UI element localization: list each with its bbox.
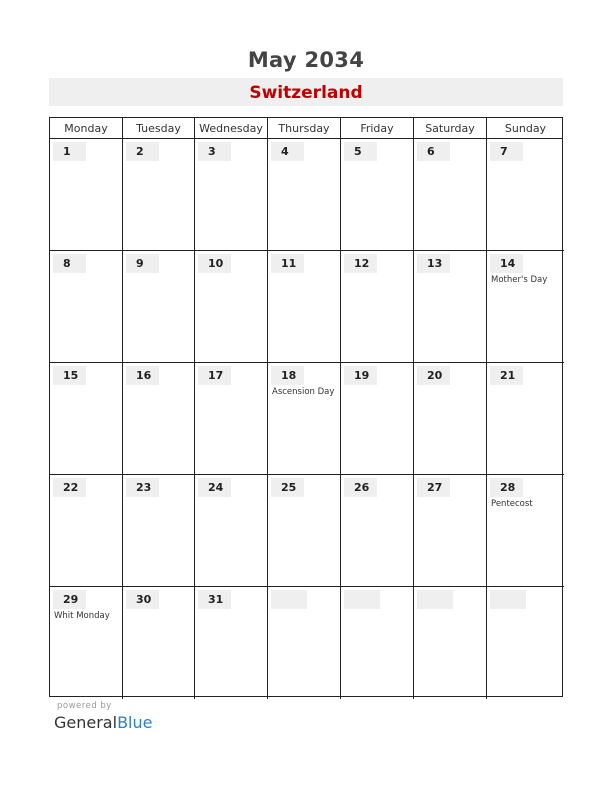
day-cell-28[interactable] — [487, 475, 564, 587]
day-cell-3[interactable] — [195, 139, 268, 251]
day-number — [490, 590, 526, 609]
day-cell-9[interactable] — [123, 251, 195, 363]
day-number: 26 — [344, 478, 377, 497]
holiday-label: Whit Monday — [54, 611, 110, 621]
day-number: 15 — [53, 366, 86, 385]
day-number: 3 — [198, 142, 231, 161]
day-number: 9 — [126, 254, 159, 273]
day-number: 23 — [126, 478, 159, 497]
day-cell-12[interactable] — [341, 251, 414, 363]
day-cell-7[interactable] — [487, 139, 564, 251]
day-number: 31 — [198, 590, 231, 609]
day-number: 13 — [417, 254, 450, 273]
day-number: 28 — [490, 478, 523, 497]
weekday-tuesday: Tuesday — [123, 118, 195, 138]
day-number: 25 — [271, 478, 304, 497]
day-cell-21[interactable] — [487, 363, 564, 475]
day-number: 19 — [344, 366, 377, 385]
day-number: 18 — [271, 366, 304, 385]
day-cell-8[interactable] — [50, 251, 123, 363]
day-cell-6[interactable] — [414, 139, 487, 251]
day-number: 30 — [126, 590, 159, 609]
day-number: 1 — [53, 142, 86, 161]
day-cell-empty[interactable] — [268, 587, 341, 699]
day-number: 14 — [490, 254, 523, 273]
day-cell-22[interactable] — [50, 475, 123, 587]
day-number: 21 — [490, 366, 523, 385]
weekday-wednesday: Wednesday — [195, 118, 268, 138]
day-cell-4[interactable] — [268, 139, 341, 251]
day-cell-30[interactable] — [123, 587, 195, 699]
day-cell-25[interactable] — [268, 475, 341, 587]
weekday-friday: Friday — [341, 118, 414, 138]
day-number: 7 — [490, 142, 523, 161]
day-cell-16[interactable] — [123, 363, 195, 475]
day-cell-5[interactable] — [341, 139, 414, 251]
brand-general: General — [54, 713, 118, 732]
day-number: 12 — [344, 254, 377, 273]
day-cell-18[interactable] — [268, 363, 341, 475]
day-number: 20 — [417, 366, 450, 385]
weekday-thursday: Thursday — [268, 118, 341, 138]
day-number — [344, 590, 380, 609]
day-number: 5 — [344, 142, 377, 161]
weekday-header-row — [50, 118, 562, 139]
day-cell-26[interactable] — [341, 475, 414, 587]
page-title: May 2034 — [247, 48, 365, 72]
calendar-grid — [49, 117, 563, 697]
day-cell-17[interactable] — [195, 363, 268, 475]
day-number: 8 — [53, 254, 86, 273]
generalblue-logo[interactable] — [54, 713, 152, 732]
day-cell-11[interactable] — [268, 251, 341, 363]
day-cell-19[interactable] — [341, 363, 414, 475]
day-cell-empty[interactable] — [487, 587, 564, 699]
day-cell-14[interactable] — [487, 251, 564, 363]
day-number — [417, 590, 453, 609]
day-number: 16 — [126, 366, 159, 385]
day-cell-empty[interactable] — [414, 587, 487, 699]
weekday-saturday: Saturday — [414, 118, 487, 138]
day-cell-15[interactable] — [50, 363, 123, 475]
day-cell-1[interactable] — [50, 139, 123, 251]
day-cell-31[interactable] — [195, 587, 268, 699]
day-number: 10 — [198, 254, 231, 273]
day-number: 22 — [53, 478, 86, 497]
holiday-label: Pentecost — [491, 499, 533, 509]
day-cell-23[interactable] — [123, 475, 195, 587]
brand-blue: Blue — [117, 713, 153, 732]
country-name: Switzerland — [249, 83, 363, 103]
day-number — [271, 590, 307, 609]
day-number: 27 — [417, 478, 450, 497]
day-number: 17 — [198, 366, 231, 385]
day-number: 24 — [198, 478, 231, 497]
day-number: 11 — [271, 254, 304, 273]
day-number: 6 — [417, 142, 450, 161]
day-cell-10[interactable] — [195, 251, 268, 363]
country-banner — [49, 78, 563, 106]
day-cell-20[interactable] — [414, 363, 487, 475]
day-number: 29 — [53, 590, 86, 609]
weekday-sunday: Sunday — [504, 122, 547, 135]
day-cell-27[interactable] — [414, 475, 487, 587]
weekday-monday: Monday — [50, 118, 123, 138]
day-cell-13[interactable] — [414, 251, 487, 363]
holiday-label: Ascension Day — [272, 387, 335, 397]
powered-by-label: powered by — [57, 701, 112, 711]
day-cell-empty[interactable] — [341, 587, 414, 699]
day-number: 4 — [271, 142, 304, 161]
day-number: 2 — [126, 142, 159, 161]
day-cell-29[interactable] — [50, 587, 123, 699]
day-cell-2[interactable] — [123, 139, 195, 251]
day-cell-24[interactable] — [195, 475, 268, 587]
holiday-label: Mother's Day — [491, 275, 548, 285]
